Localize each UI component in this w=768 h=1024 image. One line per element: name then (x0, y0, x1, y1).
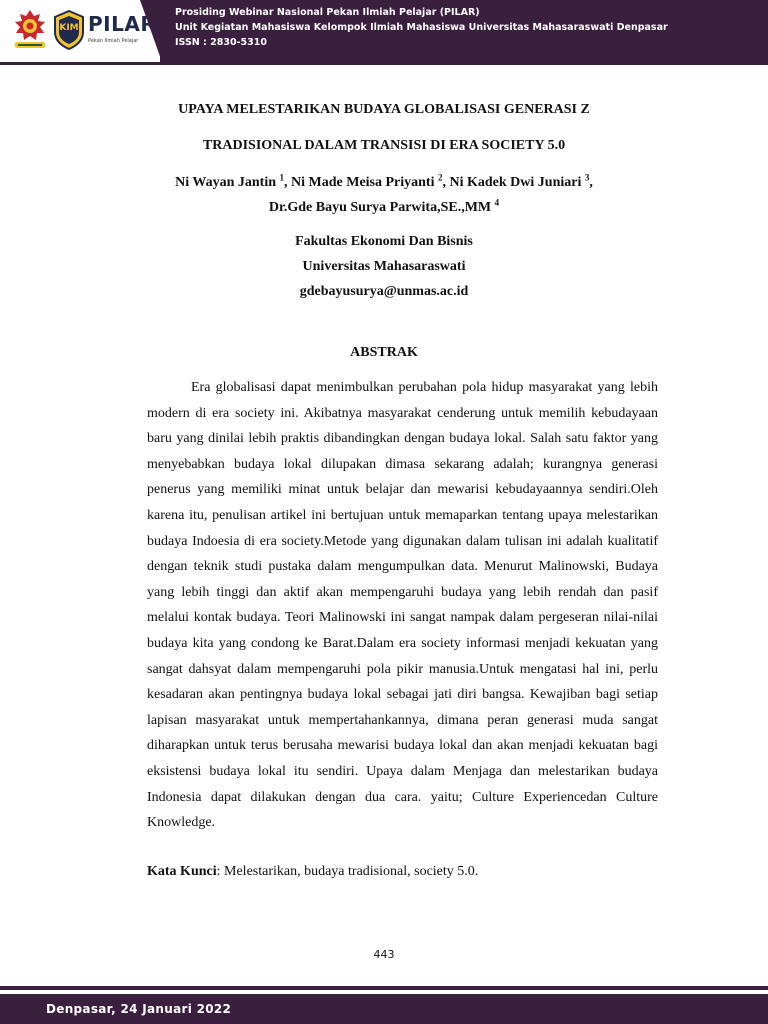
header-divider (0, 62, 768, 65)
header-text (175, 5, 668, 50)
paper-title-line-2: TRADISIONAL DALAM TRANSISI DI ERA SOCIETY 5.0 (202, 138, 566, 153)
kim-logo-text: KIM (59, 23, 79, 33)
header-proceeding-title: Prosiding Webinar Nasional Pekan Ilmiah Pelajar (PILAR) (175, 7, 480, 18)
header-organizer: Unit Kegiatan Mahasiswa Kelompok Ilmiah Mahasiswa Universitas Mahasaraswati Denpasar (175, 22, 668, 33)
authors-line-2 (0, 197, 768, 216)
university-seal-logo (12, 8, 48, 52)
footer-divider (0, 986, 768, 990)
author-affiliation-mark: 3 (584, 172, 590, 183)
page-header (0, 0, 768, 62)
footer-location-date: Denpasar, 24 Januari 2022 (46, 1002, 232, 1016)
keywords-label: Kata Kunci (147, 864, 217, 879)
pilar-logo-text: PILAR (88, 12, 157, 36)
abstract-body (147, 375, 658, 836)
author-affiliation-mark: 1 (279, 172, 285, 183)
page-footer (0, 994, 768, 1024)
pilar-logo-subtitle: Pekan Ilmiah Pelajar (88, 38, 139, 44)
author-name: Ni Kadek Dwi Juniari (449, 175, 582, 190)
affiliation-faculty: Fakultas Ekonomi Dan Bisnis (295, 234, 473, 249)
pilar-logo (88, 12, 157, 48)
header-issn: ISSN : 2830-5310 (175, 37, 267, 48)
keywords (147, 864, 658, 880)
kim-logo (52, 10, 86, 50)
author-email: gdebayusurya@unmas.ac.id (299, 284, 469, 299)
author-name: Ni Wayan Jantin (175, 175, 277, 190)
abstract-paragraph: Era globalisasi dapat menimbulkan perubahan pola hidup masyarakat yang lebih modern di era society ini. Akibatnya masyarakat cenderung untuk memilih kebudayaan baru yang dinilai lebih praktis dibandingkan dengan budaya lokal. Salah satu faktor yang menyebabkan budaya lokal dilupakan dimasa sekarang adalah; kurangnya generasi penerus yang memiliki minat untuk belajar dan mewarisi kebudayaannya sendiri.Oleh karena itu, penulisan artikel ini bertujuan untuk memaparkan tentang upaya melestarikan budaya Indoesia di era society.Metode yang digunakan dalam tulisan ini adalah kualitatif dengan teknik studi pustaka dalam mengumpulkan data. Menurut Malinowski, Budaya yang lebih tinggi dan aktif akan mempengaruhi budaya yang lebih rendah dan pasif melalui kontak budaya. Teori Malinowski ini sangat nampak dalam pergeseran nilai-nilai budaya kita yang condong ke Barat.Dalam era society informasi menjadi kekuatan yang sangat dahsyat dalam mempengaruhi pola pikir manusia.Untuk mengatasi hal ini, perlu kesadaran akan pentingnya budaya lokal sebagai jati diri bangsa. Kewajiban bagi setiap lapisan masyarakat untuk mempertahankannya, dimana peran generasi muda sangat diharapkan untuk terus berusaha mewarisi budaya lokal dan akan menjadi kekuatan bagi eksistensi budaya lokal itu sendiri. Upaya dalam Menjaga dan melestarikan budaya Indonesia dapat dilakukan dengan dua cara. yaitu; Culture Experiencedan Culture Knowledge. (147, 380, 658, 831)
page-number: 443 (373, 948, 395, 961)
author-affiliation-mark: 2 (438, 172, 443, 183)
affiliation-university: Universitas Mahasaraswati (302, 259, 466, 274)
author-name: Ni Made Meisa Priyanti (291, 175, 435, 190)
header-band-notch (140, 0, 162, 62)
authors-line-1: Ni Wayan Jantin $^1$, Ni Made Meisa Priyanti $^2$, Ni Kadek Dwi Juniari $^3$, (175, 172, 593, 190)
author-name: Dr.Gde Bayu Surya Parwita,SE.,MM (268, 200, 492, 215)
keywords-text: : Melestarikan, budaya tradisional, society 5.0. (216, 864, 479, 879)
paper-title-line-1: UPAYA MELESTARIKAN BUDAYA GLOBALISASI GENERASI Z (178, 102, 590, 117)
abstract-heading: ABSTRAK (350, 345, 418, 360)
author-affiliation-mark: 4 (494, 197, 500, 208)
